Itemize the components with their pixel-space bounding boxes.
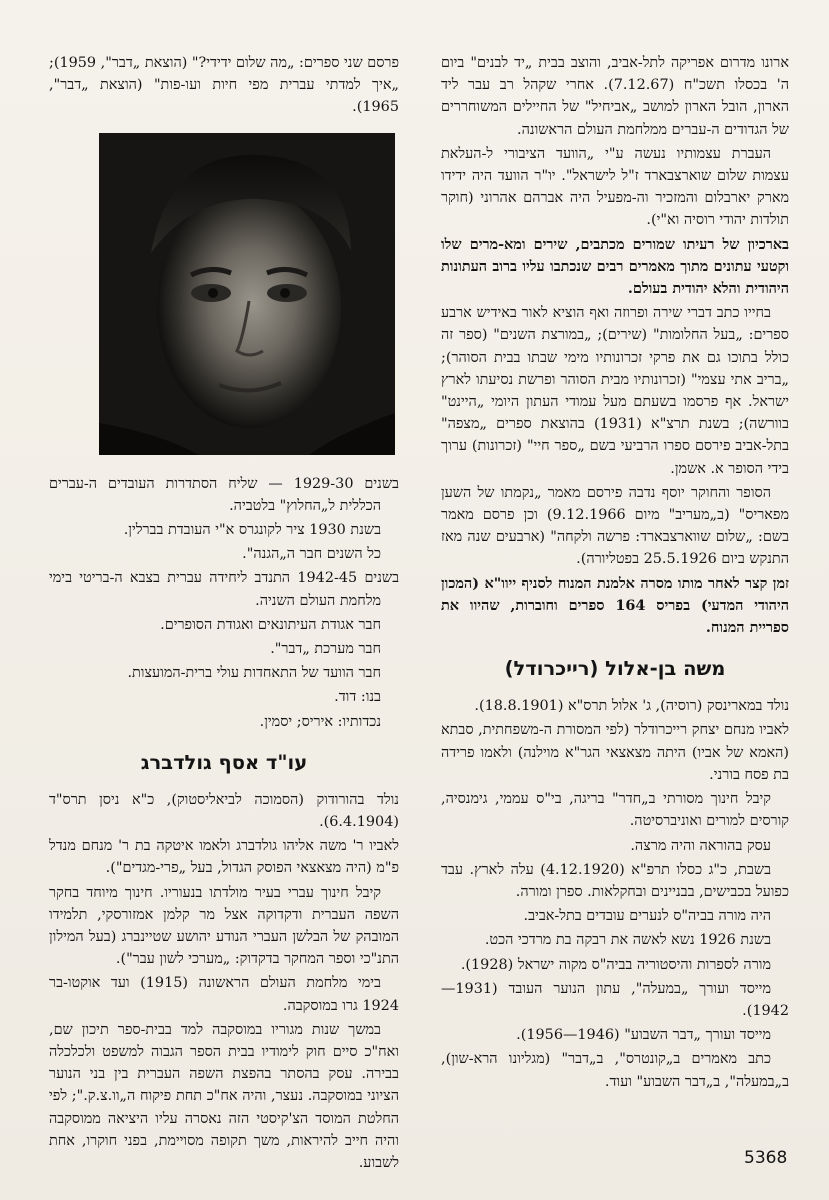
paragraph: עסק בהוראה והיה מרצה.: [630, 837, 771, 854]
paragraph: זמן קצר לאחר מותו מסרה אלמנת המנוח לסניף ייוו"א (המכון היהודי המדעי) בפריס 164 ספרים וחוברות, שהיוו את ספריית המנוח.: [441, 574, 789, 637]
paragraph: בחייו כתב דברי שירה ופרוזה ואף הוציא לאור באידיש ארבע ספרים: „בעל החלומות" (שירים); „במורצת השנים" (ספר זה כולל בתוכו גם את פרקי זכרונותיו מימי שבתו בבית הסוהר); „בריב אתי עצמי" (זכרונותיו מבית הסוהר ופרשת נסיעתו לארץ ישראל. אף פרסמו בשעתם מעל עמודי העתון היומי „היינט" בוורשה); בשנת תרצ"א (1931) בהוצאת ספרים „מצפה" בתל-אביב פירסם ספרו הרביעי בשם „ספר חיי" (זכרונות) ערוך בידי הסופר א. אשמן.: [441, 305, 789, 477]
paragraph: בשבת, כ"ג כסלו תרפ"א (4.12.1920) עלה לארץ. עבד כפועל בכבישים, בבניינים ובחקלאות. ספרן ומורה.: [441, 861, 789, 900]
paragraph: במשך שנות מגוריו במוסקבה למד בבית-ספר תיכון שם, ואח"כ סיים חוק לימודיו בבית הספר הגבוה למשפט ולכלכלה בבירה. עסק בהסתר בהפצת השפה העברית בין בני הנוער הציוני במוסקבה. נעצר, והיה אח"כ תחת פיקוח ה„וו.צ.ק."; לפי החלטת המוסד הצ'קיסטי הזה נאסרה עליו היציאה ממוסקבה והיה חייב להיראות, משך תקופה מסויימת, בפני חוקרו, אחת לשבוע.: [49, 1021, 399, 1172]
paragraph: קיבל חינוך עברי בעיר מולדתו בנעוריו. חינוך מיוחד בחקר השפה העברית ודקדוקה אצל מר קלמן אמזורסקי, תלמידו המובהק של הבלשן העברי הנודע יהושע שטיינברג (בעל המילון התנ"כי וספר המחקר בדקדוק: „מערכי לשון עבר").: [49, 884, 399, 968]
paragraph: מייסד ועורך „דבר השבוע" (1946—1956).: [516, 1027, 771, 1044]
portrait-photo: [99, 133, 395, 455]
bio-line: חבר הוועד של התאחדות עולי ברית-המועצות.: [127, 665, 381, 682]
paragraph: מורה לספרות והיסטוריה בביה"ס מקוה ישראל (1928).: [460, 956, 771, 973]
paragraph: נולד במארינסק (רוסיה), ג' אלול תרס"א (18.8.1901).: [474, 698, 789, 715]
page-number: 5368: [744, 1148, 788, 1168]
paragraph: בימי מלחמת העולם הראשונה (1915) ועד אוקטו-בר 1924 גרו במוסקבה.: [49, 975, 399, 1014]
paragraph: פרסם שני ספרים: „מה שלום ידידי?" (הוצאת „דבר", 1959); „איך למדתי עברית מפי חיות ועו-פות" (הוצאת „דבר", 1965).: [49, 55, 399, 116]
paragraph: נולד בהורודוק (הסמוכה לביאליסטוק), כ"א ניסן תרס"ד (6.4.1904).: [49, 791, 399, 831]
bio-line: בשנת 1930 ציר לקונגרס א"י העובדת בברלין.: [123, 522, 381, 539]
bio-line: נכדותיו: איריס; יסמין.: [259, 713, 381, 730]
section-heading: עו"ד אסף גולדברג: [140, 750, 308, 774]
bio-line: חבר אגודת העיתונאים ואגודת הסופרים.: [160, 616, 381, 633]
paragraph: בארכיון של רעיתו שמורים מכתבים, שירים ומא-מרים שלו וקטעי עתונים מתוך מאמרים רבים שנכתבו עליו ברוב העתונות היהודית והלא יהודית בעולם.: [441, 235, 789, 298]
paragraph: קיבל חינוך מסורתי ב„חדר" בריגה, בי"ס עממי, גימנסיה, קורסים למורים ואוניברסיטה.: [441, 791, 789, 830]
paragraph: כתב מאמרים ב„קונטרס", ב„דבר" (מגליונו הרא-שון), ב„במעלה", ב„דבר השבוע" ועוד.: [441, 1051, 789, 1090]
paragraph: העברת עצמותיו נעשה ע"י „הוועד הציבורי ל-העלאת עצמות שלום שוארצבארד ז"ל לישראל". יו"ר הוועד היה ידידו מארק יארבלום והמזכיר וה-מפעיל היה אברהם אהרוני (חוקר תולדות יהודי רוסיה וא"י).: [441, 145, 789, 229]
left-column: [49, 52, 399, 1176]
paragraph: לאביו מנחם יצחק רייכרודלר (לפי המסורת ה-משפחתית, סבתא (האמא של אביו) היתה מצאצאי הגר"א מוילנה) ולאמו פרידה בת פסח בורני.: [441, 722, 789, 783]
bio-line: בשנים 1942-45 התנדב ליחידה עברית בצבא ה-בריטי בימי מלחמת העולם השניה.: [49, 570, 399, 609]
paragraph: מייסד ועורך „במעלה", עתון הנוער העובד (1931—1942).: [441, 980, 789, 1019]
bio-line: בנו: דוד.: [334, 689, 381, 706]
bio-line: בשנים 1929-30 — שליח הסתדרות העובדים ה-עברים הכללית ל„החלוץ" בלטביה.: [49, 475, 399, 514]
paragraph: היה מורה בביה"ס לנערים עובדים בתל-אביב.: [523, 908, 771, 925]
paragraph: ארונו מדרום אפריקה לתל-אביב, והוצב בבית „יד לבנים" ביום ה' בכסלו תשכ"ח (7.12.67). אחרי שקהל רב עבר ליד הארון, הובל הארון למושב „אביחיל" של החיילים המשוחררים של הגדודים ה-עברים ממלחמת העולם הראשונה.: [441, 55, 789, 138]
paragraph: הסופר והחוקר יוסף נדבה פירסם מאמר „נקמתו של השען מפאריס" (ב„מעריב" מיום 9.12.1966) וכן פרסם מאמר בשם: „שלום שווארצבארד: פרשה ולקחה" (ארבעים שנה מאז התנקש ביום 25.5.1926 בפטליורה).: [441, 484, 790, 568]
bio-line: כל השנים חבר ה„הגנה".: [242, 546, 381, 563]
paragraph: לאביו ר' משה אליהו גולדברג ולאמו איטקה בת ר' מנחם מנדל פ"מ (היה מצאצאי הפוסק הגדול, בעל „פרי-מגדים").: [49, 838, 399, 877]
section-heading: משה בן-אלול (רייכרודל): [504, 657, 726, 681]
paragraph: בשנת 1926 נשא לאשה את רבקה בת מרדכי הכט.: [484, 932, 771, 949]
right-column: [441, 52, 789, 1095]
bio-line: חבר מערכת „דבר".: [270, 641, 381, 658]
portrait-image: [99, 133, 395, 455]
